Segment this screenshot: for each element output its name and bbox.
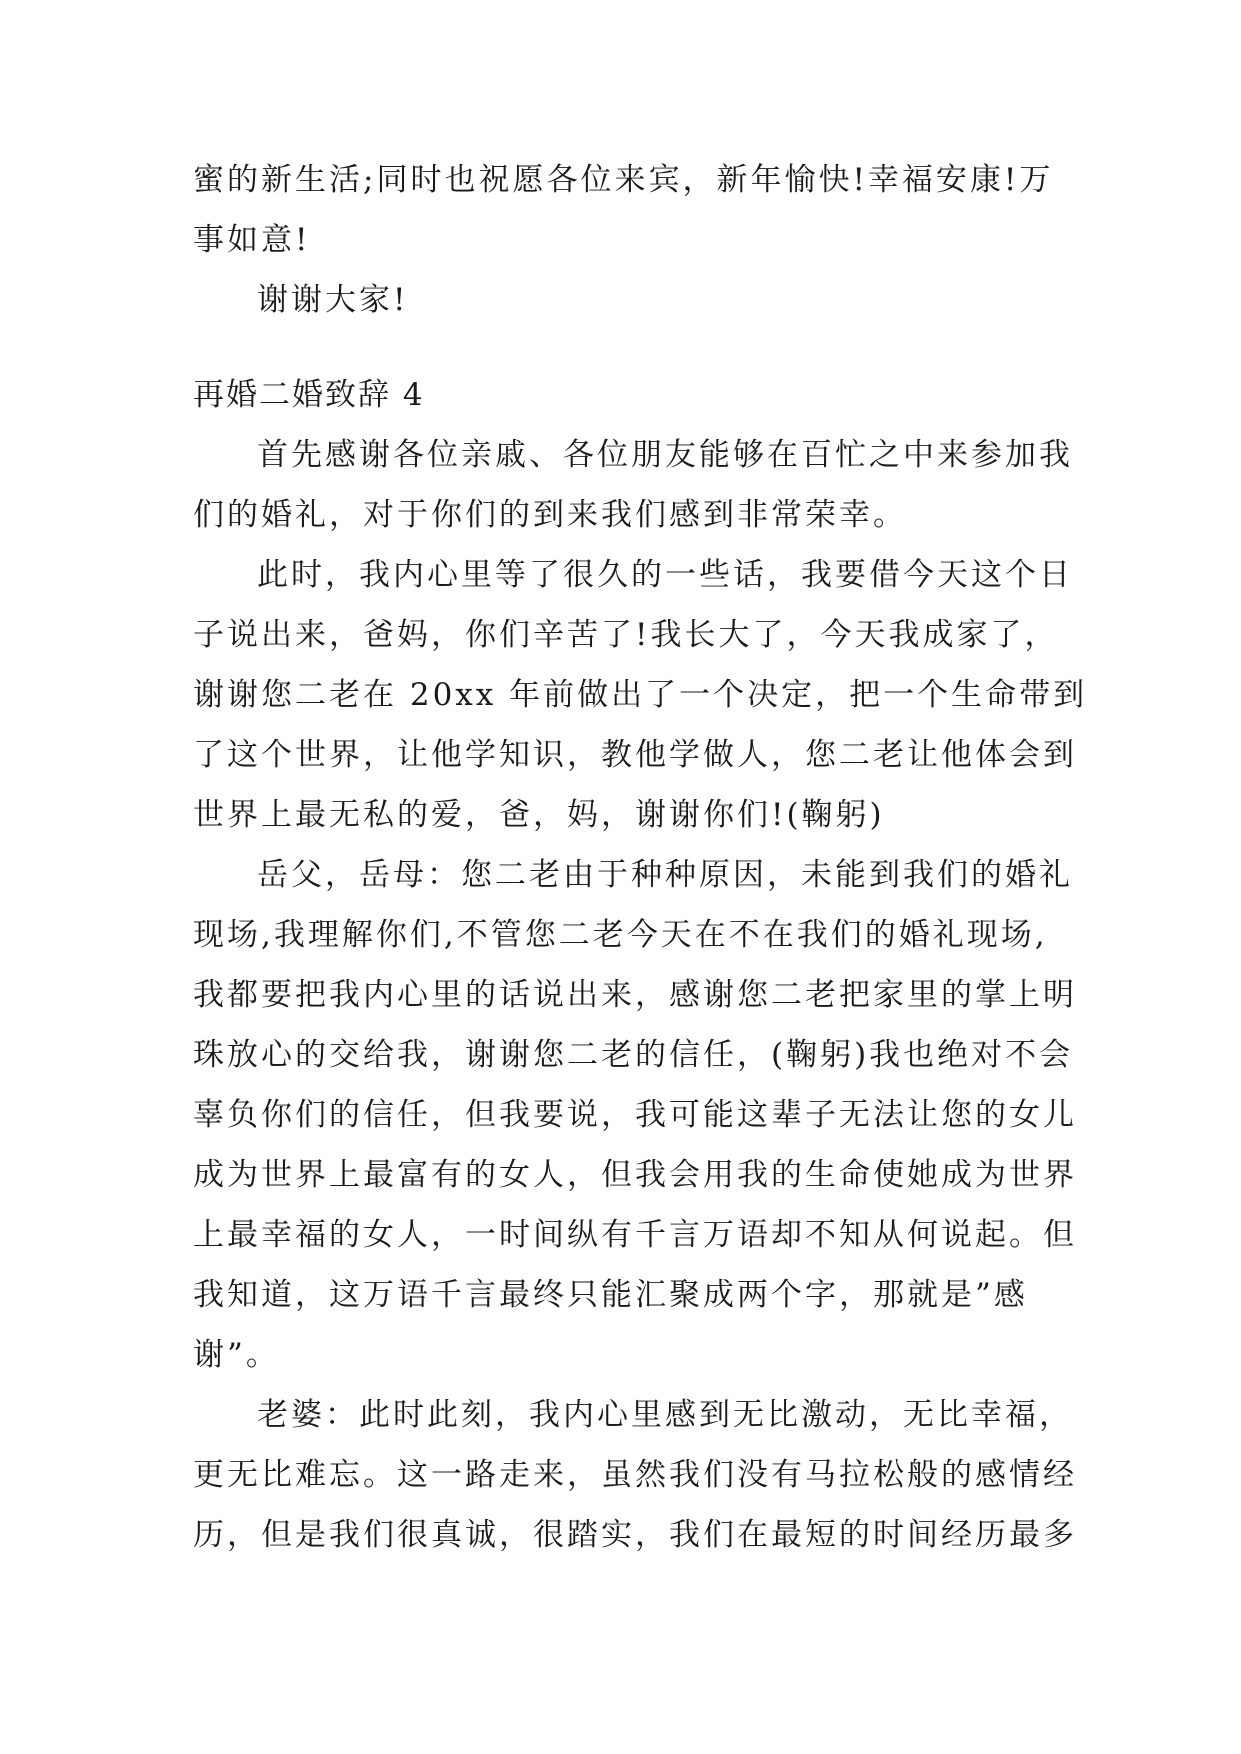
paragraph-3-line: 岳父，岳母：您二老由于种种原因，未能到我们的婚礼: [257, 857, 1073, 893]
paragraph-2-line: 了这个世界，让他学知识，教他学做人，您二老让他体会到: [193, 737, 1077, 773]
paragraph-2-line: 世界上最无私的爱，爸，妈，谢谢你们!(鞠躬): [193, 797, 885, 833]
paragraph-4-line: 历，但是我们很真诚，很踏实，我们在最短的时间经历最多: [193, 1517, 1077, 1553]
thanks-line: 谢谢大家!: [257, 282, 409, 318]
paragraph-2-line: 子说出来，爸妈，你们辛苦了!我长大了，今天我成家了，: [193, 617, 1059, 653]
text-line: 事如意!: [193, 222, 311, 258]
paragraph-3-line: 我都要把我内心里的话说出来，感谢您二老把家里的掌上明: [193, 977, 1077, 1013]
paragraph-3-line: 成为世界上最富有的女人，但我会用我的生命使她成为世界: [193, 1157, 1077, 1193]
document-page: [193, 150, 1088, 1565]
text-line: 蜜的新生活;同时也祝愿各位来宾，新年愉快!幸福安康!万: [193, 162, 1054, 198]
paragraph-3-line: 现场,我理解你们,不管您二老今天在不在我们的婚礼现场,: [193, 917, 1048, 953]
paragraph-2-line: 此时，我内心里等了很久的一些话，我要借今天这个日: [257, 557, 1073, 593]
paragraph-2-line: 谢谢您二老在 20xx 年前做出了一个决定，把一个生命带到: [193, 677, 1088, 713]
paragraph-1-line: 首先感谢各位亲戚、各位朋友能够在百忙之中来参加我: [257, 437, 1073, 473]
paragraph-3-line: 谢”。: [193, 1337, 280, 1373]
paragraph-3-line: 辜负你们的信任，但我要说，我可能这辈子无法让您的女儿: [193, 1097, 1077, 1133]
paragraph-4-line: 老婆：此时此刻，我内心里感到无比激动，无比幸福，: [257, 1397, 1073, 1433]
paragraph-3-line: 我知道，这万语千言最终只能汇聚成两个字，那就是”感: [193, 1277, 1028, 1313]
paragraph-3-line: 珠放心的交给我，谢谢您二老的信任，(鞠躬)我也绝对不会: [193, 1037, 1074, 1073]
paragraph-4-line: 更无比难忘。这一路走来，虽然我们没有马拉松般的感情经: [193, 1457, 1077, 1493]
section-title: 再婚二婚致辞 4: [193, 377, 425, 413]
paragraph-1-line: 们的婚礼，对于你们的到来我们感到非常荣幸。: [193, 497, 907, 533]
paragraph-3-line: 上最幸福的女人，一时间纵有千言万语却不知从何说起。但: [193, 1217, 1077, 1253]
